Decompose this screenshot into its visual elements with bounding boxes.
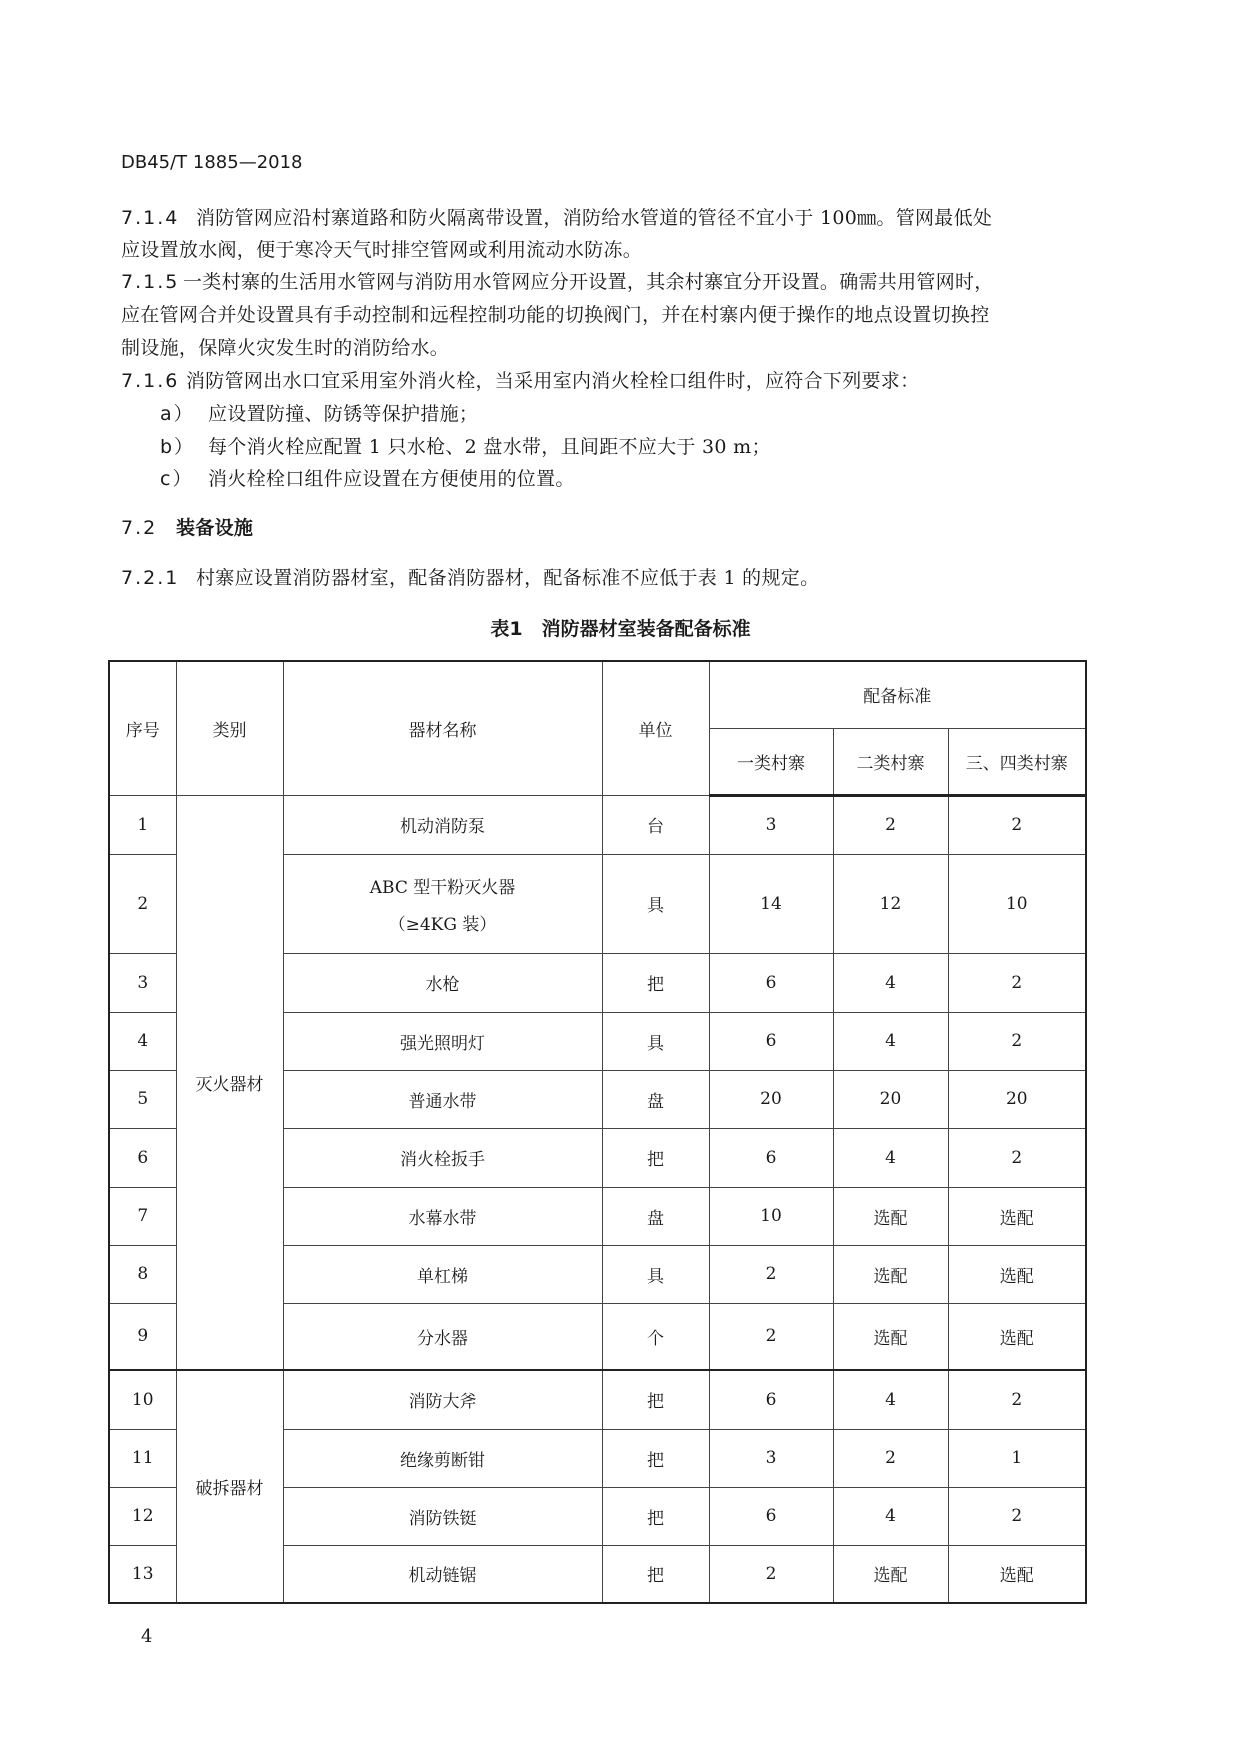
item-mark: a） xyxy=(160,403,195,425)
cell-class-2: 4 xyxy=(833,1128,948,1187)
cell-unit: 把 xyxy=(602,1487,709,1545)
clause-text: 应在管网合并处设置具有手动控制和远程控制功能的切换阀门，并在村寨内便于操作的地点设置切换控 xyxy=(121,304,990,326)
cell-class-1: 3 xyxy=(709,795,833,854)
cell-class-1: 2 xyxy=(709,1545,833,1603)
cell-class-2: 4 xyxy=(833,1012,948,1070)
clause-7-1-6 xyxy=(121,369,919,393)
cell-unit: 把 xyxy=(602,1545,709,1603)
clause-7-1-4 xyxy=(121,206,992,230)
cell-unit: 把 xyxy=(602,1370,709,1429)
clause-number: 7.1.4 xyxy=(121,207,180,229)
cell-class-3-4: 选配 xyxy=(948,1187,1086,1245)
cell-class-3-4: 20 xyxy=(948,1070,1086,1128)
clause-text: 消防管网出水口宜采用室外消火栓，当采用室内消火栓栓口组件时，应符合下列要求： xyxy=(186,370,920,392)
header-name: 器材名称 xyxy=(283,661,602,795)
cell-class-2: 4 xyxy=(833,953,948,1012)
clause-number: 7.1.6 xyxy=(121,370,180,392)
cell-class-1: 6 xyxy=(709,1487,833,1545)
clause-text: 制设施，保障火灾发生时的消防给水。 xyxy=(121,337,450,359)
list-item xyxy=(160,435,771,459)
cell-class-3-4: 2 xyxy=(948,1370,1086,1429)
cell-class-3-4: 10 xyxy=(948,854,1086,953)
cell-class-1: 3 xyxy=(709,1429,833,1487)
cell-category: 破拆器材 xyxy=(176,1370,283,1603)
section-title: 装备设施 xyxy=(176,517,254,539)
cell-name: 机动消防泵 xyxy=(283,795,602,854)
cell-class-3-4: 2 xyxy=(948,1012,1086,1070)
clause-number: 7.2.1 xyxy=(121,567,180,589)
clause-text: 村寨应设置消防器材室，配备消防器材，配备标准不应低于表 1 的规定。 xyxy=(196,567,820,589)
cell-class-1: 6 xyxy=(709,1128,833,1187)
equipment-table xyxy=(108,660,1087,1604)
cell-class-3-4: 2 xyxy=(948,1487,1086,1545)
cell-class-2: 选配 xyxy=(833,1303,948,1370)
cell-class-1: 2 xyxy=(709,1245,833,1303)
cell-seq: 8 xyxy=(109,1245,176,1303)
item-mark: c） xyxy=(160,468,194,490)
item-text: 每个消火栓应配置 1 只水枪、2 盘水带，且间距不应大于 30 m； xyxy=(208,436,771,458)
cell-class-3-4: 2 xyxy=(948,1128,1086,1187)
cell-seq: 10 xyxy=(109,1370,176,1429)
header-class-2: 二类村寨 xyxy=(833,728,948,795)
cell-class-3-4: 选配 xyxy=(948,1245,1086,1303)
cell-name: 机动链锯 xyxy=(283,1545,602,1603)
table-row xyxy=(109,795,1086,854)
cell-class-1: 6 xyxy=(709,1012,833,1070)
cell-name: 普通水带 xyxy=(283,1070,602,1128)
page-number: 4 xyxy=(141,1626,153,1647)
clause-7-2-1 xyxy=(121,566,819,590)
cell-name: 绝缘剪断钳 xyxy=(283,1429,602,1487)
table-row xyxy=(109,1370,1086,1429)
cell-seq: 11 xyxy=(109,1429,176,1487)
cell-class-1: 10 xyxy=(709,1187,833,1245)
cell-seq: 12 xyxy=(109,1487,176,1545)
cell-seq: 2 xyxy=(109,854,176,953)
cell-class-2: 选配 xyxy=(833,1187,948,1245)
header-class-3-4: 三、四类村寨 xyxy=(948,728,1086,795)
cell-seq: 9 xyxy=(109,1303,176,1370)
item-text: 应设置防撞、防锈等保护措施； xyxy=(208,403,479,425)
cell-class-2: 20 xyxy=(833,1070,948,1128)
cell-class-1: 20 xyxy=(709,1070,833,1128)
clause-number: 7.1.5 xyxy=(121,271,180,293)
cell-class-3-4: 2 xyxy=(948,795,1086,854)
cell-name: 单杠梯 xyxy=(283,1245,602,1303)
standard-number: DB45/T 1885—2018 xyxy=(121,152,303,173)
cell-class-1: 2 xyxy=(709,1303,833,1370)
section-heading xyxy=(121,516,253,540)
section-number: 7.2 xyxy=(121,517,158,539)
cell-unit: 台 xyxy=(602,795,709,854)
cell-unit: 个 xyxy=(602,1303,709,1370)
header-category: 类别 xyxy=(176,661,283,795)
cell-unit: 具 xyxy=(602,1012,709,1070)
item-text: 消火栓栓口组件应设置在方便使用的位置。 xyxy=(208,468,575,490)
cell-name: ABC 型干粉灭火器 （≥4KG 装） xyxy=(283,854,602,953)
cell-seq: 3 xyxy=(109,953,176,1012)
cell-name: 水幕水带 xyxy=(283,1187,602,1245)
cell-seq: 13 xyxy=(109,1545,176,1603)
cell-seq: 1 xyxy=(109,795,176,854)
clause-7-1-5 xyxy=(121,270,994,294)
cell-class-2: 4 xyxy=(833,1370,948,1429)
header-seq: 序号 xyxy=(109,661,176,795)
list-item xyxy=(160,467,575,491)
cell-unit: 盘 xyxy=(602,1070,709,1128)
cell-unit: 把 xyxy=(602,1429,709,1487)
cell-class-2: 12 xyxy=(833,854,948,953)
cell-unit: 盘 xyxy=(602,1187,709,1245)
cell-class-3-4: 2 xyxy=(948,953,1086,1012)
cell-class-2: 选配 xyxy=(833,1545,948,1603)
header-unit: 单位 xyxy=(602,661,709,795)
cell-class-2: 2 xyxy=(833,1429,948,1487)
item-mark: b） xyxy=(160,436,196,458)
cell-class-3-4: 选配 xyxy=(948,1303,1086,1370)
cell-name: 消防铁铤 xyxy=(283,1487,602,1545)
cell-class-1: 6 xyxy=(709,1370,833,1429)
cell-name: 水枪 xyxy=(283,953,602,1012)
clause-text: 应设置放水阀，便于寒冷天气时排空管网或利用流动水防冻。 xyxy=(121,239,643,261)
cell-name: 强光照明灯 xyxy=(283,1012,602,1070)
cell-unit: 具 xyxy=(602,1245,709,1303)
cell-class-2: 4 xyxy=(833,1487,948,1545)
cell-unit: 把 xyxy=(602,1128,709,1187)
cell-seq: 6 xyxy=(109,1128,176,1187)
cell-class-3-4: 1 xyxy=(948,1429,1086,1487)
cell-seq: 4 xyxy=(109,1012,176,1070)
list-item xyxy=(160,402,478,426)
cell-seq: 7 xyxy=(109,1187,176,1245)
header-class-1: 一类村寨 xyxy=(709,728,833,795)
clause-text: 消防管网应沿村寨道路和防火隔离带设置，消防给水管道的管径不宜小于 100㎜。管网最低处 xyxy=(196,207,993,229)
cell-class-1: 6 xyxy=(709,953,833,1012)
cell-class-3-4: 选配 xyxy=(948,1545,1086,1603)
cell-unit: 把 xyxy=(602,953,709,1012)
cell-name: 消火栓扳手 xyxy=(283,1128,602,1187)
cell-class-1: 14 xyxy=(709,854,833,953)
table-title: 表1 消防器材室装备配备标准 xyxy=(490,618,751,640)
clause-text: 一类村寨的生活用水管网与消防用水管网应分开设置，其余村寨宜分开设置。确需共用管网时， xyxy=(183,271,994,293)
header-standard: 配备标准 xyxy=(709,661,1086,728)
cell-category: 灭火器材 xyxy=(176,795,283,1370)
cell-name: 消防大斧 xyxy=(283,1370,602,1429)
cell-seq: 5 xyxy=(109,1070,176,1128)
cell-class-2: 选配 xyxy=(833,1245,948,1303)
cell-unit: 具 xyxy=(602,854,709,953)
cell-class-2: 2 xyxy=(833,795,948,854)
cell-name: 分水器 xyxy=(283,1303,602,1370)
